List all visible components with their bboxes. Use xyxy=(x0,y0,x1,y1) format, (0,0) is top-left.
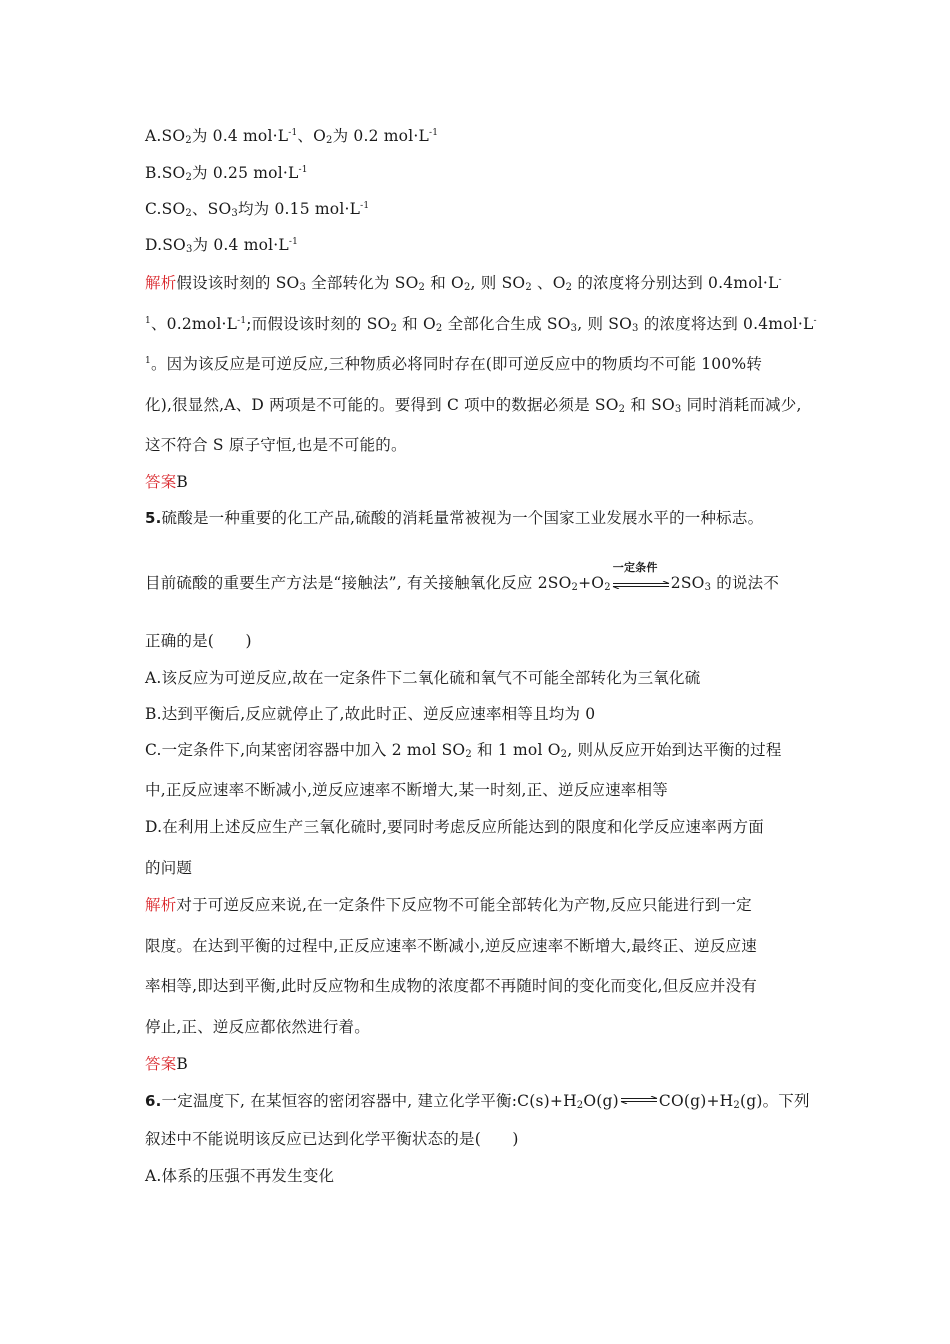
analysis-line-2: $^1$、$0.2mol\cdot L^{-1}$;而假设该时刻的 $SO_2$ 和 $O_2$ 全部化合生成 $SO_3$, 则 $SO_3$ 的浓度将达到 0.4mol·L- xyxy=(145,315,817,334)
q5-analysis-line-3: 率相等,即达到平衡,此时反应物和生成物的浓度都不再随时间的变化而变化,但反应并没有 xyxy=(145,977,757,995)
reversible-arrow-icon xyxy=(611,581,671,589)
q5-option-c: C.一定条件下,向某密闭容器中加入 2 mol $SO_2$ 和 1 mol $O_2$, 则从反应开始到达平衡的过程 xyxy=(145,741,782,760)
q6-stem-line-1: 6.一定温度下, 在某恒容的密闭容器中, 建立化学平衡$:C(s)+H_2O(g)$ $CO(g)+H_2(g)$。下列 xyxy=(145,1092,810,1111)
q5-option-c-cont: 中,正反应速率不断减小,逆反应速率不断增大,某一时刻,正、逆反应速率相等 xyxy=(145,781,668,799)
q5-analysis-line-1: 解析对于可逆反应来说,在一定条件下反应物不可能全部转化为产物,反应只能进行到一定 xyxy=(145,896,752,914)
option-d: $D.SO_3$为 0.4 $mol\cdot L^{-1}$ xyxy=(145,236,299,255)
option-c: $C.SO_2$、$SO_3$均为 0.15 $mol\cdot L^{-1}$ xyxy=(145,200,370,219)
q6-number: 6. xyxy=(145,1092,162,1110)
answer-line: 答案B xyxy=(145,473,188,491)
q5-analysis-line-4: 停止,正、逆反应都依然进行着。 xyxy=(145,1018,370,1036)
analysis-line-5: 这不符合 S 原子守恒,也是不可能的。 xyxy=(145,436,407,454)
q6-stem-line-2: 叙述中不能说明该反应已达到化学平衡状态的是( ) xyxy=(145,1130,519,1148)
q5-number: 5. xyxy=(145,509,162,527)
answer-label: 答案 xyxy=(145,473,177,491)
option-a: $A.SO_2$为 0.4 $mol\cdot L^{-1}$、$O_2$为 0.2 $mol\cdot L^{-1}$ xyxy=(145,127,439,146)
q5-stem-line-1: 5.硫酸是一种重要的化工产品,硫酸的消耗量常被视为一个国家工业发展水平的一种标志。 xyxy=(145,509,764,527)
q5-option-a: A.该反应为可逆反应,故在一定条件下二氧化硫和氧气不可能全部转化为三氧化硫 xyxy=(145,669,701,687)
equilibrium-arrow xyxy=(619,1095,659,1109)
option-b: $B.SO_2$为 0.25 $mol\cdot L^{-1}$ xyxy=(145,164,308,183)
q5-option-b: B.达到平衡后,反应就停止了,故此时正、逆反应速率相等且均为 0 xyxy=(145,705,596,723)
equilibrium-arrow xyxy=(611,561,671,595)
q5-analysis-line-2: 限度。在达到平衡的过程中,正反应速率不断减小,逆反应速率不断增大,最终正、逆反应速 xyxy=(145,937,757,955)
reversible-arrow-icon xyxy=(619,1096,659,1104)
analysis-line-3: $^1$。因为该反应是可逆反应,三种物质必将同时存在(即可逆反应中的物质均不可能 100%转 xyxy=(145,355,763,373)
q6-option-a: A.体系的压强不再发生变化 xyxy=(145,1167,335,1185)
analysis-line-1: 解析假设该时刻的 $SO_3$ 全部转化为 $SO_2$ 和 $O_2$, 则 $SO_2$ 、$O_2$ 的浓度将分别达到 0.4mol·L- xyxy=(145,274,782,293)
analysis-label: 解析 xyxy=(145,274,177,292)
q5-stem-line-2: 目前硫酸的重要生产方法是“接触法”, 有关接触氧化反应 $2SO_2+O_2$ 一定条件 $2SO_3$ 的说法不 xyxy=(145,572,779,595)
analysis-line-4: 化),很显然,A、D 两项是不可能的。要得到 C 项中的数据必须是 $SO_2$ 和 $SO_3$ 同时消耗而减少, xyxy=(145,396,802,415)
q5-stem-line-3: 正确的是( ) xyxy=(145,632,252,650)
q5-option-d-cont: 的问题 xyxy=(145,859,193,877)
q5-option-d: D.在利用上述反应生产三氧化硫时,要同时考虑反应所能达到的限度和化学反应速率两方面 xyxy=(145,818,764,836)
condition-label: 一定条件 xyxy=(612,561,658,574)
q5-answer-line: 答案B xyxy=(145,1055,188,1073)
answer-label: 答案 xyxy=(145,1055,177,1073)
analysis-label: 解析 xyxy=(145,896,177,914)
